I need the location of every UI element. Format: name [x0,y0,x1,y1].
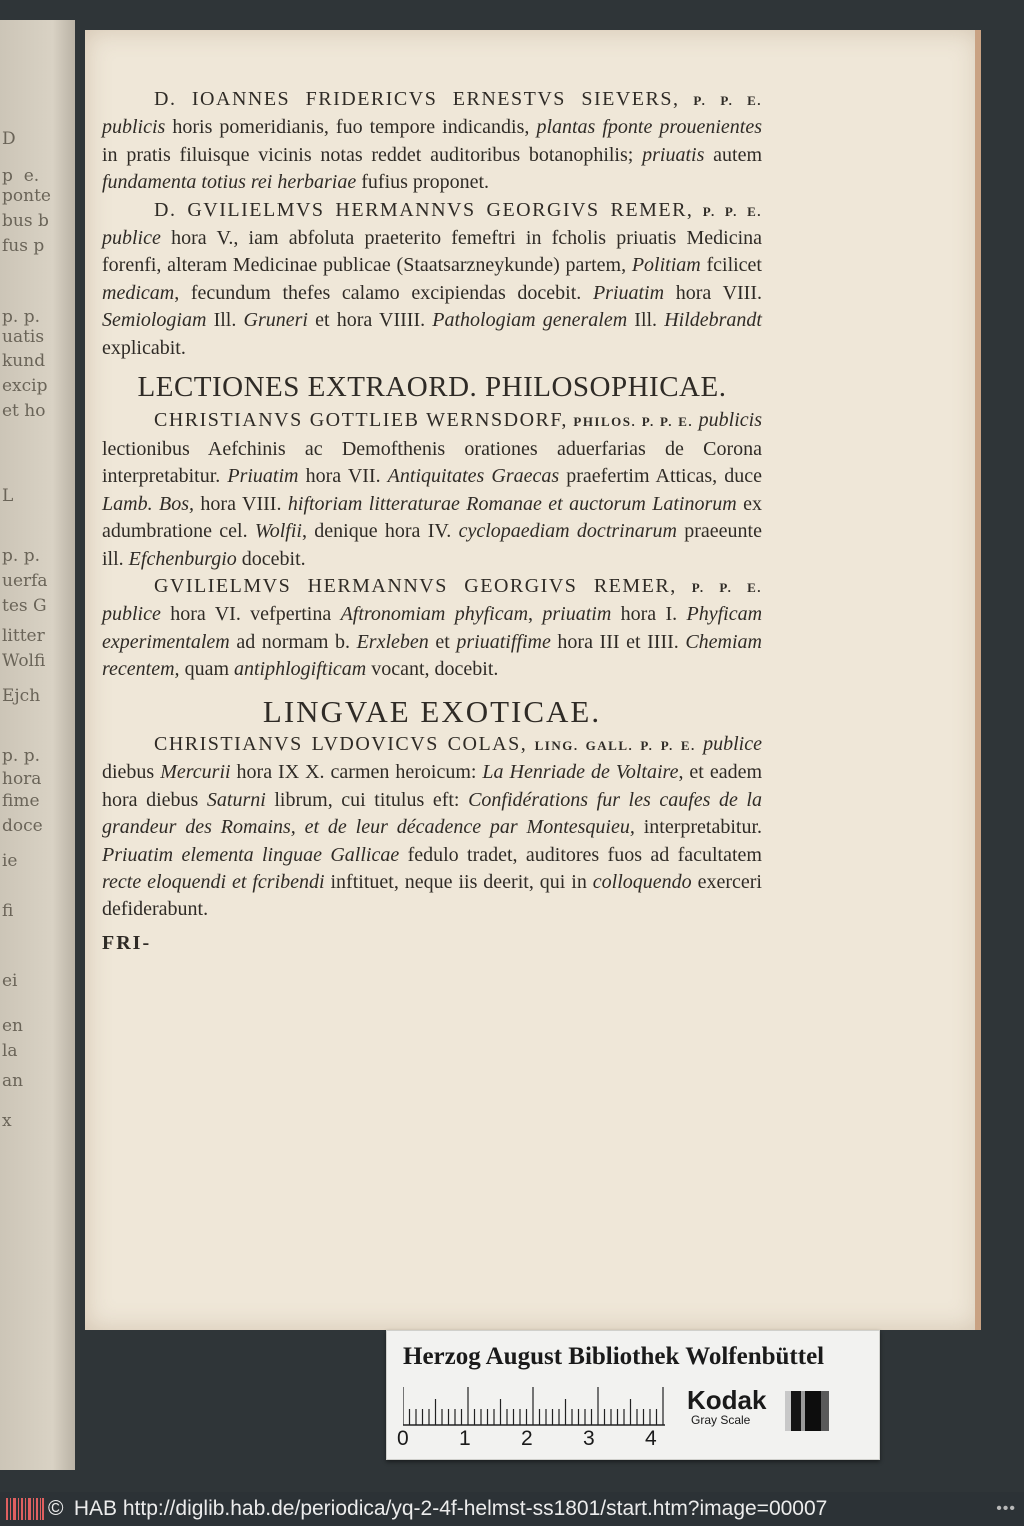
ruler-number: 2 [521,1427,533,1450]
text-run: La Henriade de Voltaire [482,761,679,784]
brand-subtitle: Gray Scale [691,1413,751,1427]
previous-page-fragment: doce [2,816,43,836]
text-run: Antiquitates Graecas [387,465,560,488]
previous-page-fragment: et ho [2,401,46,421]
lecturer-name: GVILIELMVS HERMANNVS GEORGIVS REMER, [154,574,677,597]
text-run: hora VII. [298,465,388,488]
text-run: fufius proponet. [356,171,490,194]
previous-page-fragment: ponte [2,186,51,206]
lecturer-name: D. GVILIELMVS HERMANNVS GEORGIVS REMER, [154,198,694,221]
previous-page-fragment: tes G [2,596,47,616]
previous-page-fragment: p. p. [2,746,40,766]
text-run: fcilicet [700,254,762,277]
paragraph-remer-physics [102,573,762,684]
text-run: publice [102,603,161,626]
text-run: publicis [102,116,166,139]
text-run: priuatiffime [456,630,551,653]
paragraph-sievers [102,86,762,197]
lecturer-rank: P. E. [720,93,762,108]
section-heading-philosophy: LECTIONES EXTRAORD. PHILOSOPHICAE. [137,371,727,404]
text-run: hora VI. vefpertina [160,603,341,626]
previous-page-fragment: p. p. [2,307,40,327]
paragraph-wernsdorf [102,407,762,572]
text-run: recte eloquendi et fcribendi [102,870,325,893]
text-run: Gruneri [243,309,308,332]
previous-page-fragment: litter [2,626,45,646]
lecturer-rank: P. P. E. [691,579,762,595]
text-run: , [528,603,543,626]
text-run: , et eadem hora diebus [102,761,763,811]
lecturer-name: CHRISTIANVS LVDOVICVS COLAS, [154,732,528,755]
text-run: Mercurii [160,761,231,784]
previous-page-fragment: en [2,1016,24,1036]
color-reference-card [386,1330,880,1460]
text-run: antiphlogifticam [234,658,367,681]
copyright-symbol: © [48,1497,64,1520]
barcode-icon [6,1498,44,1520]
status-bar [0,1492,1024,1526]
ruler-number: 0 [397,1427,409,1450]
paragraph-colas [102,731,762,924]
text-run: Lamb. Bos, [102,492,194,515]
previous-page-edge [0,20,75,1470]
previous-page-fragment: hora [2,769,42,789]
text-run: Ill. [206,309,244,332]
previous-page-fragment: L [2,486,14,506]
previous-page-fragment: D [2,129,16,149]
lecturer-rank: P. E. [660,737,696,753]
text-run: Priuatim [227,465,299,488]
text-run: , denique hora IV. [301,520,459,543]
text-run: interpretabitur. [634,816,762,839]
text-run: hora VIII. [664,281,762,304]
text-run: publice [703,732,762,755]
text-run: ad normam b. [229,630,357,653]
text-run: et hora VIIII. [307,309,433,332]
text-run: publice [102,227,161,250]
previous-page-fragment: ie [2,851,18,871]
catchword: FRI- [102,931,152,954]
text-run: Phyficam experimentalem [102,603,763,653]
text-run: Wolfii [254,520,302,543]
text-run: medicam [102,281,175,304]
text-run: fedulo tradet, auditores fuos ad facultatem [399,843,762,866]
lecturer-rank: LING. GALL. P. [534,737,654,753]
text-run: Priuatim elementa linguae Gallicae [102,843,400,866]
text-run: fundamenta totius rei herbariae [102,171,357,194]
text-run: priuatim [542,603,612,626]
text-run: hora IX X. carmen heroicum: [230,761,483,784]
ruler-scale [403,1387,675,1427]
text-run: et [428,630,457,653]
previous-page-fragment: uatis [2,327,45,347]
text-run: autem [704,143,762,166]
previous-page-fragment: fus p [2,236,45,256]
text-run: Politiam [631,254,701,277]
page-text [102,86,762,957]
more-icon[interactable]: ••• [996,1500,1016,1517]
url-text [48,1492,827,1526]
ruler-number: 1 [459,1427,471,1450]
text-run: hora III et IIII. [550,630,686,653]
previous-page-fragment: p e. [2,166,40,186]
previous-page-fragment: p. p. [2,546,40,566]
text-run: Saturni [206,788,266,811]
text-run: diebus [102,761,161,784]
ruler-numbers [397,1427,677,1453]
text-run: , fecundum thefes calamo excipiendas docebit. [174,281,593,304]
text-run: Confidérations fur les caufes de la grandeur des Romains, et de leur décadence par Montesquieu, [102,788,762,839]
text-run: hora V., iam abfoluta praeterito femeftri in fcholis priuatis Medicina forenfi, alteram Medicinae publicae (Staatsarzneykunde) partem, [102,227,762,277]
previous-page-fragment: bus b [2,211,49,231]
text-run: Efchenburgio [128,547,237,570]
lecturer-rank: P. P. E. [702,203,762,219]
text-run: vocant, docebit. [366,658,499,681]
text-run: colloquendo [592,870,692,893]
brand-logo: Kodak [687,1385,767,1415]
text-run: Erxleben [356,630,429,653]
text-run: plantas fponte prouenientes [536,116,762,139]
text-run: quam [179,658,234,681]
gray-scale-patches [785,1391,847,1435]
previous-page-fragment: an [2,1071,24,1091]
previous-page-fragment: fi [2,901,14,921]
text-run: explicabit. [102,336,186,359]
previous-page-fragment: kund [2,351,46,371]
text-run: Hildebrandt [664,309,762,332]
lecturer-rank: P. [693,93,707,108]
previous-page-fragment: Wolfi [2,651,46,671]
paragraph-remer-medicine [102,197,762,362]
text-run: librum, cui titulus eft: [265,788,469,811]
text-run: praeeunte ill. [102,520,762,570]
text-run: Pathologiam generalem [432,309,628,332]
text-run: Ill. [627,309,665,332]
lecturer-name: D. IOANNES FRIDERICVS ERNESTVS SIEVERS, [154,88,680,110]
page-edge [975,30,981,1330]
text-run: horis pomeridianis, fuo tempore indicandis, [165,116,537,139]
text-run: priuatis [642,143,705,166]
previous-page-fragment: fime [2,791,40,811]
ruler-number: 3 [583,1427,595,1450]
text-run: praefertim Atticas, duce [559,465,762,488]
previous-page-fragment: ei [2,971,18,991]
previous-page-fragment: Ejch [2,686,41,706]
text-run: inftituet, neque iis deerit, qui in [324,870,593,893]
previous-page-fragment: uerfa [2,571,48,591]
text-run: hora VIII. [194,492,288,515]
text-run: in pratis filuisque vicinis notas reddet auditoribus botanophilis; [102,143,643,166]
footer-url[interactable]: HAB http://diglib.hab.de/periodica/yq-2-4f-helmst-ss1801/start.htm?image=00007 [73,1497,828,1520]
section-heading-languages: LINGVAE EXOTICAE. [262,693,602,729]
text-run: cyclopaediam doctrinarum [458,520,677,543]
text-run: exerceri defiderabunt. [102,870,762,921]
text-run: hiftoriam litteraturae Romanae et auctorum Latinorum [287,492,737,515]
lecturer-rank: PHILOS. [573,414,637,430]
previous-page-fragment: la [2,1041,18,1061]
text-run: Priuatim [592,281,665,304]
text-run: Semiologiam [102,309,207,332]
text-run: hora I. [611,603,687,626]
text-run: Aftronomiam phyficam [340,603,529,626]
text-run: publicis [698,409,763,432]
card-title: Herzog August Bibliothek Wolfenbüttel [403,1343,825,1370]
text-run: docebit. [236,547,306,570]
text-run: lectionibus Aefchinis ac Demofthenis orationes aduerfarias de Corona interpretabitur. [102,437,762,488]
text-run: ex adumbratione cel. [102,492,762,543]
previous-page-fragment: excip [2,376,48,396]
lecturer-name: CHRISTIANVS GOTTLIEB WERNSDORF, [154,409,568,432]
text-run: Chemiam recentem, [102,630,763,681]
lecturer-rank: P. P. E. [641,414,694,430]
ruler-number: 4 [645,1427,657,1450]
previous-page-fragment: x [2,1111,12,1131]
